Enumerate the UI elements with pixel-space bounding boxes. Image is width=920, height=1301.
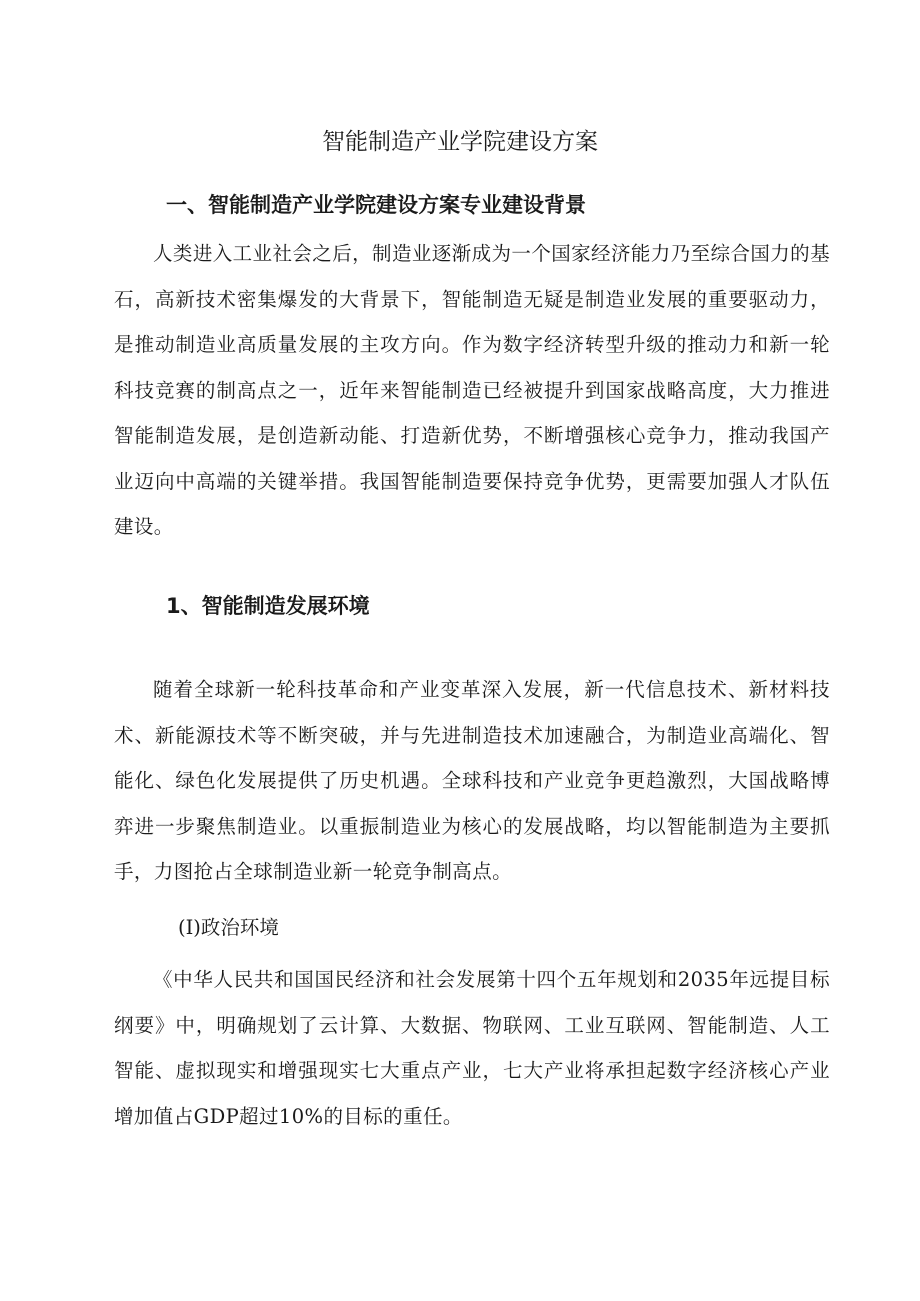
subsection-heading: 1、智能制造发展环境 <box>166 594 370 618</box>
paragraph-environment: 随着全球新一轮科技革命和产业变革深入发展，新一代信息技术、新材料技术、新能源技术等不断突破，并与先进制造技术加速融合，为制造业高端化、智能化、绿色化发展提供了历史机遇。全球科技和产业竞争更趋激烈，大国战略博弈进一步聚焦制造业。以重振制造业为核心的发展战略，均以智能制造为主要抓手，力图抢占全球制造业新一轮竞争制高点。 <box>114 678 830 883</box>
item-heading-political: (I)政治环境 <box>178 916 279 939</box>
document-title: 智能制造产业学院建设方案 <box>322 129 598 155</box>
section-heading: 一、智能制造产业学院建设方案专业建设背景 <box>166 193 586 217</box>
paragraph-political: 《中华人民共和国国民经济和社会发展第十四个五年规划和2035年远提目标纲要》中，明确规划了云计算、大数据、物联网、工业互联网、智能制造、人工智能、虚拟现实和增强现实七大重点产业，七大产业将承担起数字经济核心产业增加值占GDP超过10%的目标的重任。 <box>114 968 830 1128</box>
paragraph-background: 人类进入工业社会之后，制造业逐渐成为一个国家经济能力乃至综合国力的基石，高新技术密集爆发的大背景下，智能制造无疑是制造业发展的重要驱动力，是推动制造业高质量发展的主攻方向。作为数字经济转型升级的推动力和新一轮科技竞赛的制高点之一，近年来智能制造已经被提升到国家战略高度，大力推进智能制造发展，是创造新动能、打造新优势，不断增强核心竞争力，推动我国产业迈向中高端的关键举措。我国智能制造要保持竞争优势，更需要加强人才队伍建设。 <box>114 242 830 538</box>
